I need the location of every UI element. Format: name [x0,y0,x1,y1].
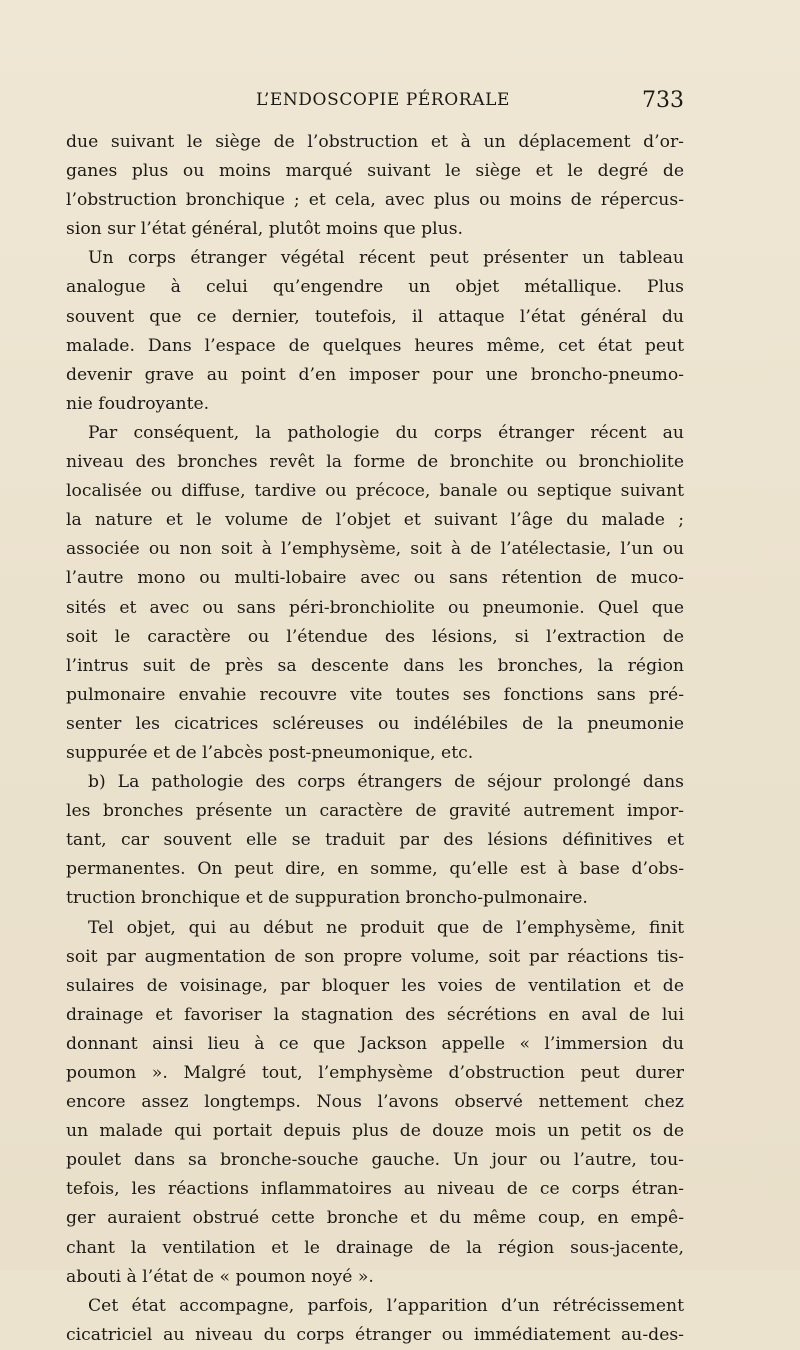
text-line: donnant ainsi lieu à ce que Jackson appelle « l’immersion du [66,1033,684,1054]
text-line: suppurée et de l’abcès post-pneumonique, etc. [66,742,474,763]
text-line: ganes plus ou moins marqué suivant le siège et le degré de [66,161,684,182]
text-line: permanentes. On peut dire, en somme, qu’elle est à base d’obs- [66,859,684,880]
paragraph-start-line: b) La pathologie des corps étrangers de séjour prolongé dans [88,772,684,793]
text-line: tant, car souvent elle se traduit par des lésions définitives et [66,830,684,851]
body-text [66,128,684,1350]
text-line: analogue à celui qu’engendre un objet métallique. Plus [66,277,684,298]
text-line: senter les cicatrices scléreuses ou indélébiles de la pneumonie [66,713,684,734]
paragraph-start-line: Par conséquent, la pathologie du corps étranger récent au [88,422,684,443]
text-line: ger auraient obstrué cette bronche et du même coup, en empê- [66,1208,684,1229]
text-line: l’obstruction bronchique ; et cela, avec plus ou moins de répercus- [66,190,684,211]
text-line: localisée ou diffuse, tardive ou précoce, banale ou septique suivant [66,481,684,502]
paragraph-start-line: Cet état accompagne, parfois, l’apparition d’un rétrécissement [88,1295,684,1316]
text-line: due suivant le siège de l’obstruction et à un déplacement d’or- [66,132,684,152]
text-line: un malade qui portait depuis plus de douze mois un petit os de [66,1121,684,1142]
text-line: chant la ventilation et le drainage de la région sous-jacente, [66,1237,684,1258]
text-line: tefois, les réactions inflammatoires au niveau de ce corps étran- [66,1179,684,1200]
text-line: sulaires de voisinage, par bloquer les voies de ventilation et de [66,975,684,996]
text-line: poumon ». Malgré tout, l’emphysème d’obstruction peut durer [66,1063,684,1083]
text-line: la nature et le volume de l’objet et suivant l’âge du malade ; [66,510,684,531]
text-line: associée ou non soit à l’emphysème, soit à de l’atélectasie, l’un ou [66,539,684,560]
text-line: pulmonaire envahie recouvre vite toutes ses fonctions sans pré- [66,684,684,705]
text-line: malade. Dans l’espace de quelques heures même, cet état peut [66,335,684,356]
text-line: sion sur l’état général, plutôt moins que plus. [66,219,463,240]
running-title: L’ENDOSCOPIE PÉRORALE [256,90,510,110]
text-line: encore assez longtemps. Nous l’avons observé nettement chez [66,1092,684,1113]
text-line: l’intrus suit de près sa descente dans les bronches, la région [66,655,684,676]
text-line: soit par augmentation de son propre volume, soit par réactions tis- [66,946,684,967]
text-line: soit le caractère ou l’étendue des lésions, si l’extraction de [66,626,684,647]
page-number: 733 [642,88,684,113]
text-line: truction bronchique et de suppuration broncho-pulmonaire. [66,888,588,909]
text-line: souvent que ce dernier, toutefois, il attaque l’état général du [66,306,684,327]
text-line: niveau des bronches revêt la forme de bronchite ou bronchiolite [66,452,684,473]
paragraph-start-line: Un corps étranger végétal récent peut présenter un tableau [88,248,684,269]
running-head [66,88,684,118]
text-line: sités et avec ou sans péri-bronchiolite ou pneumonie. Quel que [66,597,684,618]
text-line: abouti à l’état de « poumon noyé ». [66,1266,374,1287]
text-line: poulet dans sa bronche-souche gauche. Un jour ou l’autre, tou- [66,1150,684,1171]
text-line: les bronches présente un caractère de gravité autrement impor- [66,801,684,822]
text-line: l’autre mono ou multi-lobaire avec ou sans rétention de muco- [66,568,684,589]
text-line: drainage et favoriser la stagnation des sécrétions en aval de lui [66,1004,684,1025]
text-line: nie foudroyante. [66,393,210,414]
paragraph-start-line: Tel objet, qui au début ne produit que de l’emphysème, finit [88,917,684,938]
text-line: cicatriciel au niveau du corps étranger ou immédiatement au-des- [66,1324,684,1345]
text-line: devenir grave au point d’en imposer pour une broncho-pneumo- [66,364,684,385]
